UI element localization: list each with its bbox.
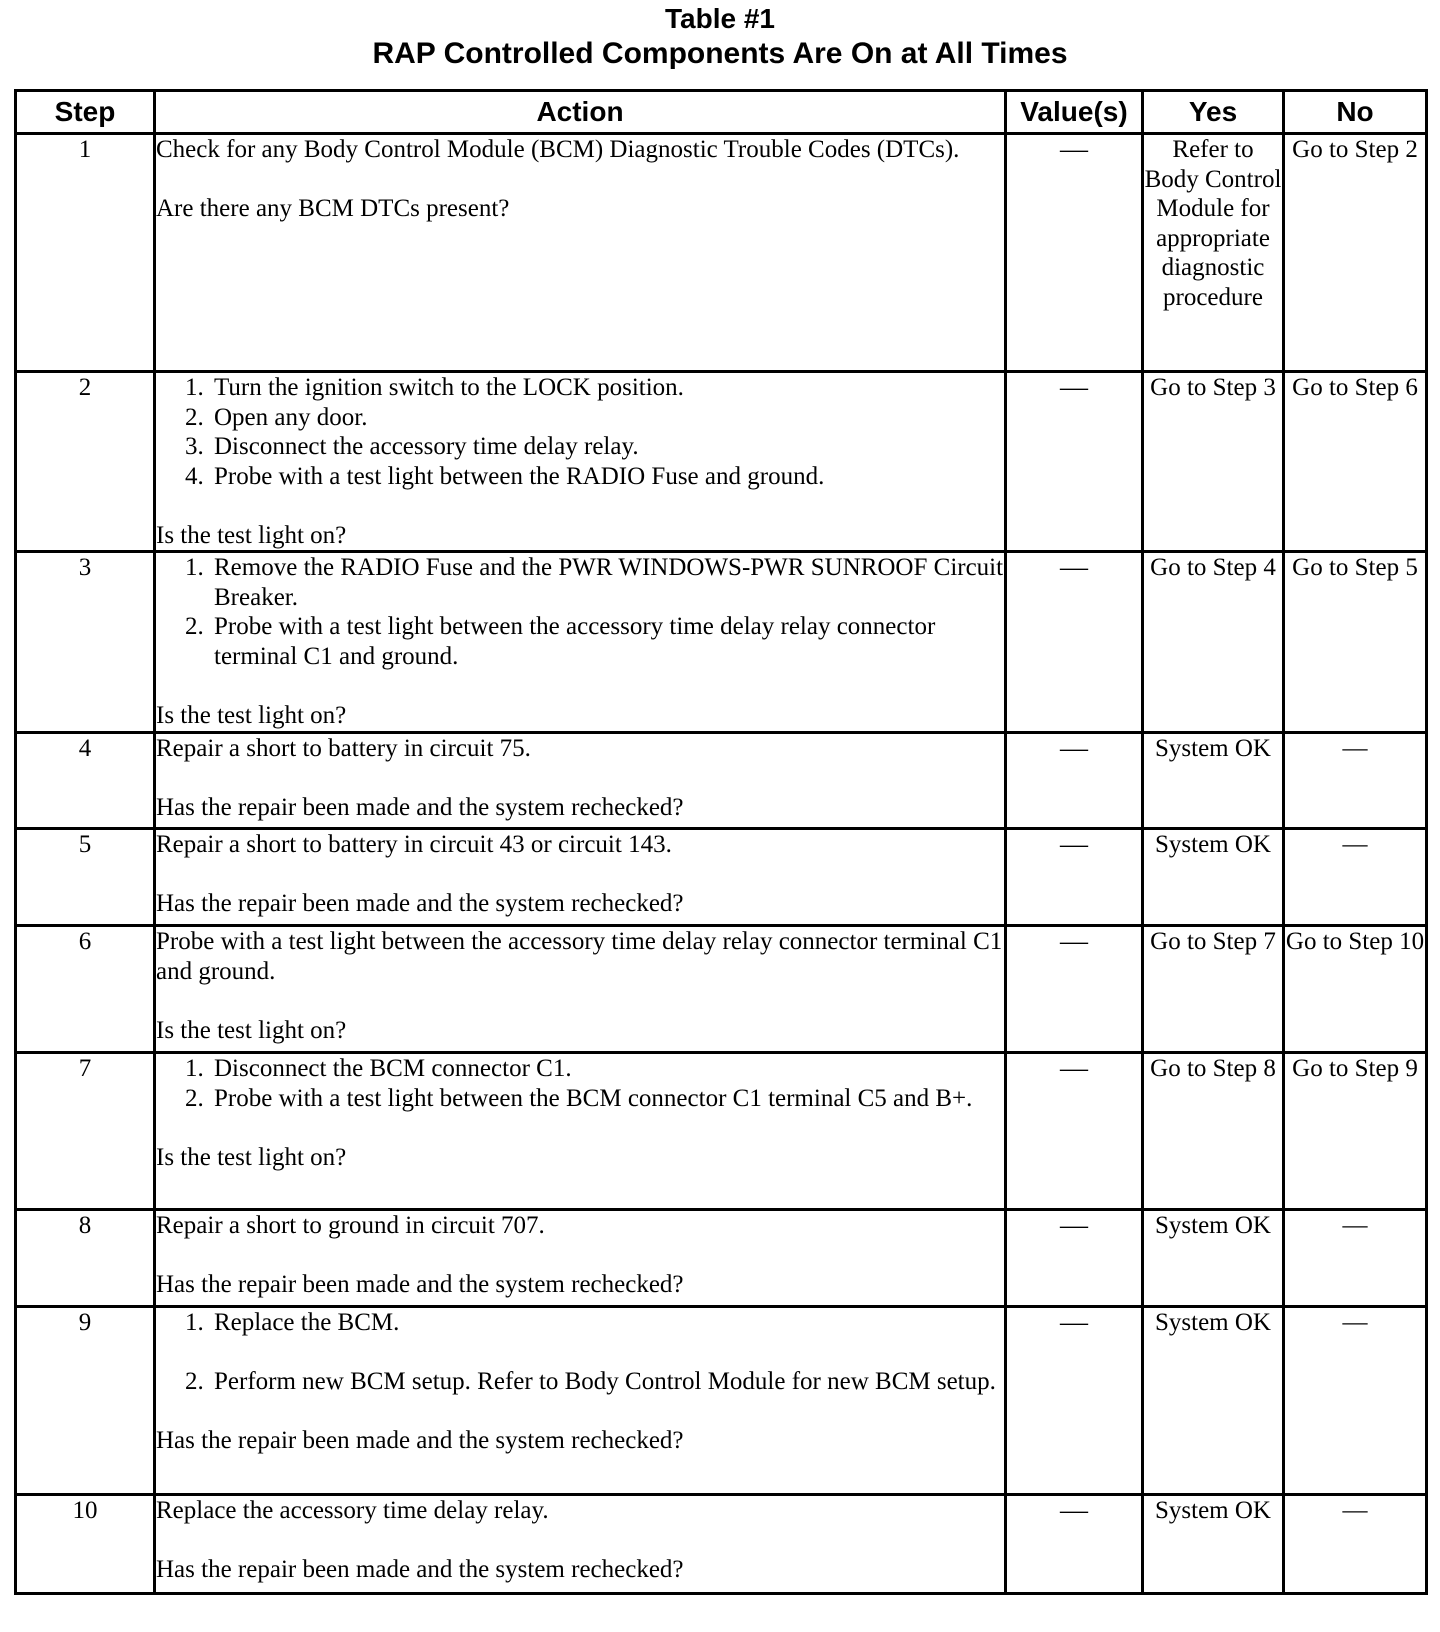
value-cell: —	[1006, 926, 1143, 1053]
action-question: Has the repair been made and the system rechecked?	[156, 890, 684, 917]
action-text: Replace the accessory time delay relay.	[156, 1497, 549, 1524]
diagnostic-table	[14, 89, 1428, 1595]
no-cell: Go to Step 5	[1284, 552, 1427, 733]
table-row	[16, 1053, 1427, 1210]
yes-cell: System OK	[1143, 1307, 1284, 1495]
yes-cell: System OK	[1143, 1210, 1284, 1307]
value-cell: —	[1006, 733, 1143, 829]
table-row	[16, 134, 1427, 372]
action-question: Has the repair been made and the system rechecked?	[156, 1556, 684, 1583]
value-cell: —	[1006, 372, 1143, 552]
yes-cell: System OK	[1143, 1495, 1284, 1594]
no-cell: Go to Step 6	[1284, 372, 1427, 552]
table-title-number: Table #1	[665, 3, 775, 34]
table-title	[0, 2, 1440, 72]
action-text: Repair a short to battery in circuit 43 or circuit 143.	[156, 831, 672, 858]
no-cell: —	[1284, 1210, 1427, 1307]
yes-cell: Go to Step 7	[1143, 926, 1284, 1053]
action-list	[156, 373, 1004, 491]
action-question: Is the test light on?	[156, 521, 347, 549]
value-cell: —	[1006, 1053, 1143, 1210]
action-cell	[155, 134, 1006, 372]
action-list-item: 2. Perform new BCM setup. Refer to Body Control Module for new BCM setup.	[210, 1367, 1004, 1397]
step-number: 10	[16, 1495, 155, 1594]
step-number: 4	[16, 733, 155, 829]
step-number: 5	[16, 829, 155, 926]
header-step: Step	[16, 91, 155, 134]
no-cell: —	[1284, 1307, 1427, 1495]
action-list-item: 1. Disconnect the BCM connector C1.	[210, 1054, 1004, 1084]
action-question: Is the test light on?	[156, 1016, 347, 1044]
yes-cell: System OK	[1143, 829, 1284, 926]
no-cell: —	[1284, 1495, 1427, 1594]
value-cell: —	[1006, 1307, 1143, 1495]
action-text: Repair a short to ground in circuit 707.	[156, 1212, 545, 1239]
action-list	[156, 1308, 1004, 1397]
action-question: Has the repair been made and the system rechecked?	[156, 1271, 684, 1298]
action-text: Probe with a test light between the accessory time delay relay connector terminal C1 and ground.	[156, 928, 1003, 985]
value-cell: —	[1006, 829, 1143, 926]
table-row	[16, 926, 1427, 1053]
step-number: 8	[16, 1210, 155, 1307]
action-cell	[155, 1495, 1006, 1594]
table-row	[16, 733, 1427, 829]
header-yes: Yes	[1143, 91, 1284, 134]
action-question: Has the repair been made and the system rechecked?	[156, 1427, 684, 1454]
yes-cell: Go to Step 8	[1143, 1053, 1284, 1210]
action-list-item: 2. Probe with a test light between the BCM connector C1 terminal C5 and B+.	[210, 1084, 1004, 1114]
action-cell	[155, 733, 1006, 829]
header-no: No	[1284, 91, 1427, 134]
action-list	[156, 553, 1004, 671]
action-list-item: 1. Remove the RADIO Fuse and the PWR WINDOWS-PWR SUNROOF Circuit Breaker.	[210, 553, 1004, 612]
action-cell	[155, 926, 1006, 1053]
value-cell: —	[1006, 552, 1143, 733]
table-row	[16, 372, 1427, 552]
action-question: Has the repair been made and the system rechecked?	[156, 794, 684, 821]
header-action: Action	[155, 91, 1006, 134]
no-cell: Go to Step 2	[1284, 134, 1427, 372]
step-number: 6	[16, 926, 155, 1053]
action-text: Check for any Body Control Module (BCM) Diagnostic Trouble Codes (DTCs).	[156, 136, 960, 163]
yes-cell: Refer to Body Control Module for appropriate diagnostic procedure	[1143, 134, 1284, 372]
action-list	[156, 1054, 1004, 1113]
table-row	[16, 829, 1427, 926]
action-list-item: 4. Probe with a test light between the RADIO Fuse and ground.	[210, 462, 1004, 492]
yes-cell: Go to Step 3	[1143, 372, 1284, 552]
action-cell	[155, 1210, 1006, 1307]
step-number: 3	[16, 552, 155, 733]
header-values: Value(s)	[1006, 91, 1143, 134]
action-question: Are there any BCM DTCs present?	[156, 195, 510, 222]
action-list-item: 1. Replace the BCM.	[210, 1308, 1004, 1338]
step-number: 7	[16, 1053, 155, 1210]
action-cell	[155, 1307, 1006, 1495]
no-cell: —	[1284, 829, 1427, 926]
yes-cell: System OK	[1143, 733, 1284, 829]
no-cell: Go to Step 10	[1284, 926, 1427, 1053]
no-cell: Go to Step 9	[1284, 1053, 1427, 1210]
action-question: Is the test light on?	[156, 701, 347, 729]
action-text: Repair a short to battery in circuit 75.	[156, 735, 531, 762]
table-row	[16, 1495, 1427, 1594]
action-list-item: 3. Disconnect the accessory time delay relay.	[210, 432, 1004, 462]
action-list-item: 2. Probe with a test light between the accessory time delay relay connector terminal C1 and ground.	[210, 612, 1004, 671]
action-question: Is the test light on?	[156, 1143, 347, 1171]
table-row	[16, 1307, 1427, 1495]
yes-cell: Go to Step 4	[1143, 552, 1284, 733]
table-row	[16, 1210, 1427, 1307]
action-list-item: 2. Open any door.	[210, 403, 1004, 433]
value-cell: —	[1006, 1210, 1143, 1307]
no-cell: —	[1284, 733, 1427, 829]
table-row	[16, 552, 1427, 733]
header-row	[16, 91, 1427, 134]
action-cell	[155, 829, 1006, 926]
value-cell: —	[1006, 134, 1143, 372]
action-list-item: 1. Turn the ignition switch to the LOCK position.	[210, 373, 1004, 403]
action-cell	[155, 552, 1006, 733]
step-number: 2	[16, 372, 155, 552]
table-title-text: RAP Controlled Components Are On at All Times	[372, 37, 1068, 70]
action-cell	[155, 372, 1006, 552]
action-cell	[155, 1053, 1006, 1210]
value-cell: —	[1006, 1495, 1143, 1594]
step-number: 1	[16, 134, 155, 372]
step-number: 9	[16, 1307, 155, 1495]
